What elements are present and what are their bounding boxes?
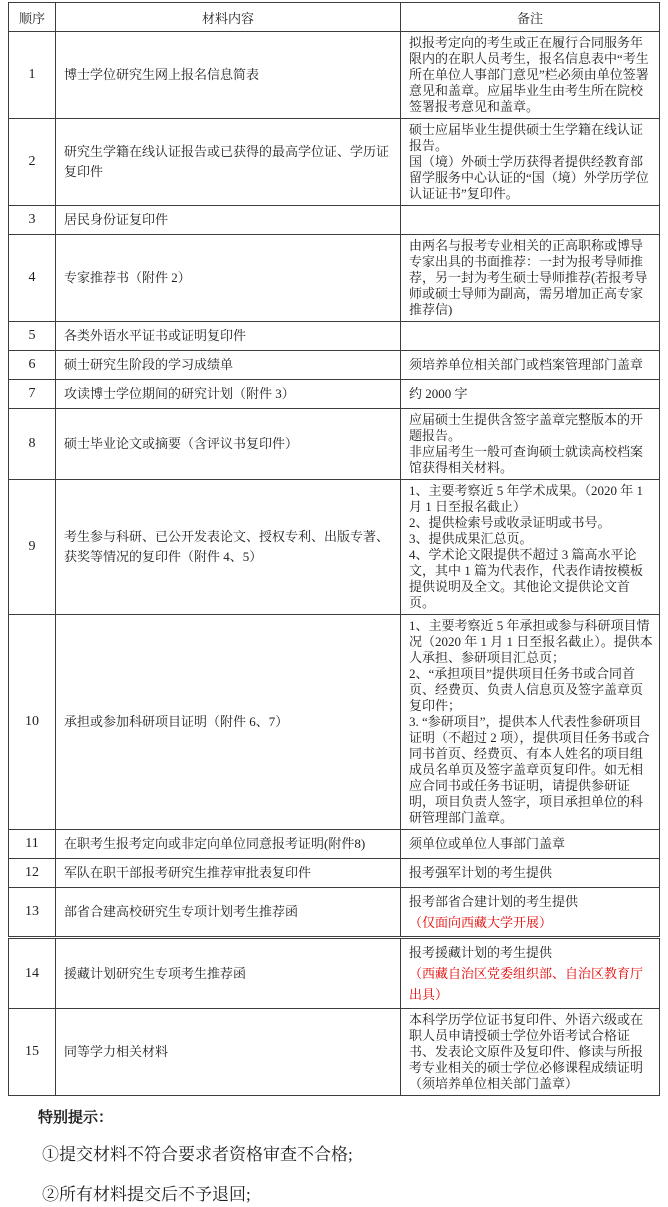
remark-paragraph: 硕士应届毕业生提供硕士生学籍在线认证报告。 — [409, 122, 644, 153]
remark-cell — [401, 206, 660, 235]
row-order-number: 15 — [9, 1009, 56, 1096]
row-order-number: 5 — [9, 322, 56, 351]
remark-paragraph: 报考援藏计划的考生提供 — [409, 945, 553, 960]
remark-paragraph: 国（境）外硕士学历获得者提供经教育部留学服务中心认证的“国（境）外学历学位认证证书”复印件。 — [409, 154, 649, 201]
remark-paragraph-red: （仅面向西藏大学开展） — [409, 915, 553, 930]
note-item: ①提交材料不符合要求者资格审查不合格; — [42, 1145, 353, 1164]
table-row — [9, 119, 660, 206]
remark-paragraph: 拟报考定向的考生或正在履行合同服务年限内的在职人员考生，报名信息表中“考生所在单位人事部门意见”栏必须由单位签署意见和盖章。应届毕业生由考生所在院校签署报考意见和盖章。 — [409, 35, 649, 114]
remark-paragraph: 3、提供成果汇总页。 — [409, 531, 533, 546]
row-order-number: 4 — [9, 235, 56, 322]
row-order-number: 14 — [9, 938, 56, 1009]
material-content-cell: 居民身份证复印件 — [56, 206, 401, 235]
header-material-content: 材料内容 — [56, 3, 401, 32]
row-order-number: 8 — [9, 409, 56, 480]
material-content-cell: 考生参与科研、已公开发表论文、授权专利、出版专著、获奖等情况的复印件（附件 4、5） — [56, 480, 401, 615]
remark-paragraph: 1、主要考察近 5 年学术成果。（2020 年 1 月 1 日至报名截止） — [409, 483, 644, 514]
remark-paragraph: 1、主要考察近 5 年承担或参与科研项目情况（2020 年 1 月 1 日至报名截止）。提供本人承担、参研项目汇总页； — [409, 618, 653, 665]
table-row — [9, 380, 660, 409]
table-row — [9, 32, 660, 119]
row-order-number: 7 — [9, 380, 56, 409]
row-order-number: 6 — [9, 351, 56, 380]
remark-paragraph: 3. “参研项目”，提供本人代表性参研项目证明（不超过 2 项），提供项目任务书或合同书首页、经费页、有本人姓名的项目组成员名单页及签字盖章页复印件。如无相应合同书或任务书证明，请提供参研证明，项目负责人签字，项目承担单位的科研管理部门盖章。 — [409, 714, 650, 825]
remark-cell — [401, 32, 660, 119]
table-row — [9, 938, 660, 1009]
remark-paragraph: 非应届考生一般可查询硕士就读高校档案馆获得相关材料。 — [409, 444, 644, 475]
remark-paragraph: 应届硕士生提供含签字盖章完整版本的开题报告。 — [409, 412, 644, 443]
remark-cell — [401, 235, 660, 322]
remark-paragraph-red: （西藏自治区党委组织部、自治区教育厅出具） — [409, 966, 644, 1002]
material-content-cell: 部省合建高校研究生专项计划考生推荐函 — [56, 888, 401, 938]
remark-paragraph: 约 2000 字 — [409, 386, 468, 401]
material-content-cell: 攻读博士学位期间的研究计划（附件 3） — [56, 380, 401, 409]
remark-cell — [401, 480, 660, 615]
remark-cell — [401, 322, 660, 351]
row-order-number: 2 — [9, 119, 56, 206]
table-row — [9, 235, 660, 322]
special-notes-section — [38, 1106, 660, 1207]
table-row — [9, 409, 660, 480]
material-content-cell: 军队在职干部报考研究生推荐审批表复印件 — [56, 859, 401, 888]
material-content-cell: 援藏计划研究生专项考生推荐函 — [56, 938, 401, 1009]
table-row — [9, 351, 660, 380]
material-content-cell: 博士学位研究生网上报名信息简表 — [56, 32, 401, 119]
table-row — [9, 480, 660, 615]
remark-cell — [401, 938, 660, 1009]
table-row — [9, 888, 660, 938]
remark-paragraph: 报考强军计划的考生提供 — [409, 865, 553, 880]
row-order-number: 3 — [9, 206, 56, 235]
table-row — [9, 206, 660, 235]
remark-paragraph: 报考部省合建计划的考生提供 — [409, 894, 579, 909]
row-order-number: 9 — [9, 480, 56, 615]
remark-cell — [401, 1009, 660, 1096]
table-row — [9, 830, 660, 859]
table-row — [9, 859, 660, 888]
row-order-number: 10 — [9, 615, 56, 830]
material-content-cell: 承担或参加科研项目证明（附件 6、7） — [56, 615, 401, 830]
remark-cell — [401, 615, 660, 830]
materials-table — [8, 2, 660, 1096]
table-header-row — [9, 3, 660, 32]
remark-cell — [401, 409, 660, 480]
remark-paragraph: 由两名与报考专业相关的正高职称或博导专家出具的书面推荐：一封为报考导师推荐，另一封为考生硕士导师推荐(若报考导师或硕士导师为副高，需另增加正高专家推荐信) — [409, 238, 648, 317]
remark-paragraph: 4、学术论文限提供不超过 3 篇高水平论文，其中 1 篇为代表作，代表作请按模板提供说明及全文。其他论文提供论文首页。 — [409, 547, 644, 610]
material-content-cell: 专家推荐书（附件 2） — [56, 235, 401, 322]
row-order-number: 12 — [9, 859, 56, 888]
remark-paragraph: 须培养单位相关部门或档案管理部门盖章 — [409, 357, 644, 372]
remark-paragraph: 2、提供检索号或收录证明或书号。 — [409, 515, 611, 530]
material-content-cell: 同等学力相关材料 — [56, 1009, 401, 1096]
note-item: ②所有材料提交后不予退回; — [42, 1185, 251, 1204]
remark-cell — [401, 888, 660, 938]
notes-title: 特别提示： — [38, 1109, 114, 1126]
remark-paragraph: 本科学历学位证书复印件、外语六级或在职人员申请授硕士学位外语考试合格证书、发表论文原件及复印件、修读与所报考专业相关的硕士学位必修课程成绩证明（须培养单位相关部门盖章） — [409, 1012, 644, 1091]
remark-paragraph: 2、“承担项目”提供项目任务书或合同首页、经费页、负责人信息页及签字盖章页复印件； — [409, 666, 644, 713]
material-content-cell: 在职考生报考定向或非定向单位同意报考证明(附件8) — [56, 830, 401, 859]
material-content-cell: 研究生学籍在线认证报告或已获得的最高学位证、学历证复印件 — [56, 119, 401, 206]
remark-cell — [401, 859, 660, 888]
material-content-cell: 各类外语水平证书或证明复印件 — [56, 322, 401, 351]
header-order: 顺序 — [9, 3, 56, 32]
remark-cell — [401, 830, 660, 859]
remark-paragraph: 须单位或单位人事部门盖章 — [409, 836, 566, 851]
table-row — [9, 322, 660, 351]
remark-cell — [401, 119, 660, 206]
table-row — [9, 615, 660, 830]
row-order-number: 11 — [9, 830, 56, 859]
row-order-number: 1 — [9, 32, 56, 119]
material-content-cell: 硕士毕业论文或摘要（含评议书复印件） — [56, 409, 401, 480]
header-remark: 备注 — [401, 3, 660, 32]
row-order-number: 13 — [9, 888, 56, 938]
table-row — [9, 1009, 660, 1096]
remark-cell — [401, 351, 660, 380]
material-content-cell: 硕士研究生阶段的学习成绩单 — [56, 351, 401, 380]
remark-cell — [401, 380, 660, 409]
